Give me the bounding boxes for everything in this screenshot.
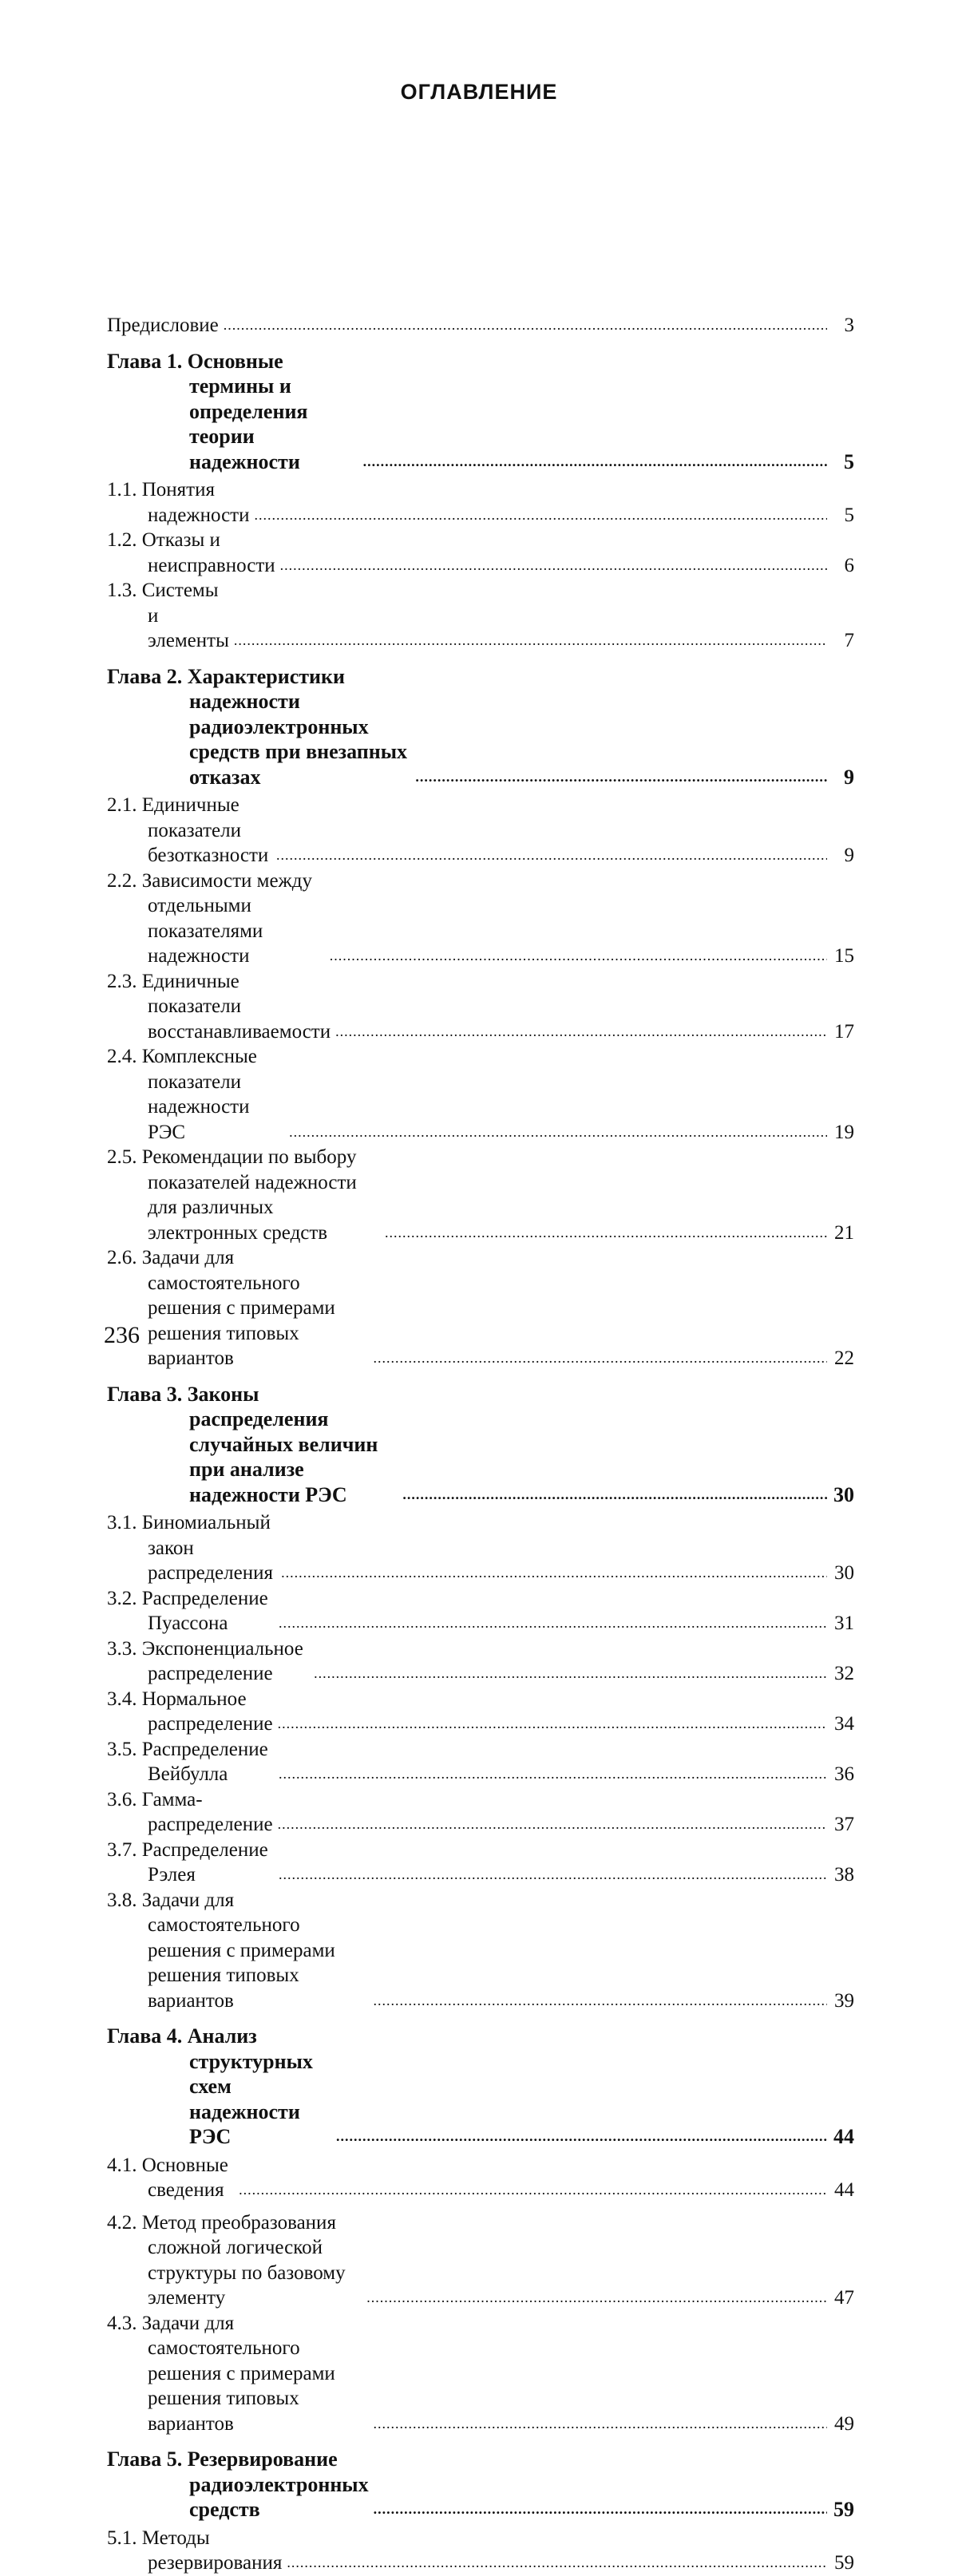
toc-entry-title: Глава 1. Основные термины и определения теории надежности [107, 349, 308, 473]
toc-entry-title: 3.5. Распределение Вейбулла [107, 1738, 268, 1785]
toc-entry-page: 3 [844, 315, 854, 336]
toc-entry-page: 38 [834, 1864, 854, 1886]
toc-entry-page: 30 [833, 1482, 854, 1506]
toc-entry-page: 9 [844, 765, 854, 789]
toc-chapter-entry[interactable] [107, 349, 854, 475]
toc-entry-title: 2.1. Единичные показатели безотказности [107, 794, 269, 866]
toc-dot-leader [385, 1221, 827, 1246]
toc-entry-title: 3.2. Распределение Пуассона [107, 1587, 268, 1634]
toc-entry-page: 39 [834, 1989, 854, 2012]
toc-entry-page: 49 [834, 2412, 854, 2435]
toc-section-entry[interactable] [107, 2210, 854, 2311]
toc-entry-page: 32 [834, 1663, 854, 1684]
toc-entry-title: 1.2. Отказы и неисправности [107, 529, 275, 576]
toc-entry-title: 3.8. Задачи для самостоятельного решения с примерами решения типовых вариантов [107, 1889, 335, 2012]
toc-entry-title: 4.2. Метод преобразования сложной логической структуры по базовому элементу [107, 2211, 346, 2309]
toc-entry-title: Глава 5. Резервирование радиоэлектронных средств [107, 2447, 369, 2521]
toc-dot-leader [279, 1862, 827, 1888]
toc-dot-leader [279, 1611, 827, 1636]
toc-entry-page: 59 [833, 2498, 854, 2521]
toc-section-entry[interactable] [107, 869, 854, 969]
toc-chapter-entry[interactable] [107, 2024, 854, 2150]
toc-dot-leader [239, 2178, 827, 2203]
toc-dot-leader [289, 1120, 827, 1146]
toc-dot-leader [336, 2124, 827, 2150]
toc-entry-title: 3.3. Экспоненциальное распределение [107, 1637, 303, 1684]
toc-dot-leader [234, 628, 827, 654]
toc-entry-page: 30 [834, 1562, 854, 1584]
toc-entry-page: 44 [834, 2179, 854, 2201]
toc-section-entry[interactable] [107, 969, 854, 1045]
toc-dot-leader [374, 2412, 828, 2437]
toc-dot-leader [374, 2497, 827, 2523]
toc-dot-leader [366, 2285, 827, 2311]
toc-section-entry[interactable] [107, 2311, 854, 2437]
toc-section-entry[interactable] [107, 313, 854, 338]
toc-entry-page: 19 [834, 1121, 854, 1143]
page-number: 236 [104, 1322, 140, 1348]
toc-section-entry[interactable] [107, 2153, 854, 2203]
toc-section-entry[interactable] [107, 1510, 854, 1586]
toc-entry-page: 21 [834, 1221, 854, 1244]
toc-entry-title: 2.2. Зависимости между отдельными показателями надежности [107, 869, 313, 967]
toc-dot-leader [374, 1988, 828, 2014]
toc-entry-page: 15 [834, 945, 854, 967]
toc-entry-page: 44 [833, 2125, 854, 2148]
toc-chapter-entry[interactable] [107, 664, 854, 790]
toc-entry-page: 34 [834, 1713, 854, 1735]
toc-section-entry[interactable] [107, 1888, 854, 2014]
toc-dot-leader [330, 944, 827, 969]
toc-entry-title: 2.6. Задачи для самостоятельного решения с примерами решения типовых вариантов [107, 1247, 335, 1369]
toc-dot-leader [402, 1482, 827, 1508]
toc-entry-title: 4.1. Основные сведения [107, 2154, 228, 2201]
toc-entry-title: Глава 3. Законы распределения случайных величин при анализе надежности РЭС [107, 1382, 378, 1506]
toc-dot-leader [335, 1019, 827, 1045]
toc-entry-title: Предисловие [107, 315, 219, 336]
table-of-contents [107, 313, 854, 2576]
toc-entry-title: 2.4. Комплексные показатели надежности РЭС [107, 1046, 257, 1143]
toc-entry-page: 36 [834, 1763, 854, 1785]
toc-entry-page: 59 [834, 2552, 854, 2574]
toc-dot-leader [224, 313, 827, 338]
toc-dot-leader [314, 1661, 827, 1687]
toc-section-entry[interactable] [107, 1586, 854, 1636]
toc-entry-title: 3.1. Биномиальный закон распределения [107, 1512, 273, 1584]
toc-entry-page: 17 [834, 1020, 854, 1043]
toc-dot-leader [278, 1711, 827, 1737]
toc-section-entry[interactable] [107, 1636, 854, 1687]
toc-dot-leader [254, 503, 827, 528]
toc-entry-title: 5.1. Методы резервирования [107, 2527, 283, 2574]
toc-dot-leader [279, 1762, 827, 1787]
toc-entry-title: 3.7. Распределение Рэлея [107, 1838, 268, 1886]
toc-dot-leader [276, 843, 827, 869]
toc-entry-title: 3.6. Гамма-распределение [107, 1788, 273, 1835]
toc-entry-page: 31 [834, 1612, 854, 1634]
toc-entry-title: Глава 2. Характеристики надежности радиоэлектронных средств при внезапных отказах [107, 664, 408, 789]
toc-entry-page: 5 [844, 449, 854, 473]
toc-entry-page: 7 [844, 630, 854, 651]
toc-section-entry[interactable] [107, 1737, 854, 1787]
toc-section-entry[interactable] [107, 793, 854, 869]
toc-section-entry[interactable] [107, 1787, 854, 1838]
toc-dot-leader [287, 2550, 827, 2576]
toc-section-entry[interactable] [107, 1687, 854, 1737]
toc-dot-leader [415, 765, 827, 790]
toc-entry-title: 1.3. Системы и элементы [107, 580, 229, 651]
toc-section-entry[interactable] [107, 528, 854, 578]
toc-section-entry[interactable] [107, 2526, 854, 2576]
toc-dot-leader [374, 1346, 828, 1371]
toc-dot-leader [280, 553, 827, 579]
toc-entry-title: 4.3. Задачи для самостоятельного решения с примерами решения типовых вариантов [107, 2312, 335, 2435]
toc-entry-title: 2.5. Рекомендации по выбору показателей надежности для различных электронных средств [107, 1146, 357, 1244]
toc-section-entry[interactable] [107, 1838, 854, 1888]
toc-entry-page: 37 [834, 1814, 854, 1835]
toc-dot-leader [363, 449, 827, 475]
toc-entry-page: 9 [844, 845, 854, 866]
toc-section-entry[interactable] [107, 1145, 854, 1245]
toc-heading: ОГЛАВЛЕНИЕ [400, 80, 558, 104]
toc-entry-title: 1.1. Понятия надежности [107, 479, 250, 526]
toc-entry-title: 2.3. Единичные показатели восстанавливаемости [107, 970, 331, 1043]
toc-entry-page: 47 [834, 2287, 854, 2309]
toc-entry-page: 6 [844, 554, 854, 576]
toc-entry-page: 22 [834, 1347, 854, 1369]
toc-dot-leader [281, 1561, 827, 1586]
toc-chapter-entry[interactable] [107, 1382, 854, 1508]
toc-section-entry[interactable] [107, 578, 854, 654]
toc-dot-leader [278, 1812, 827, 1838]
toc-entry-page: 5 [844, 504, 854, 526]
toc-chapter-entry[interactable] [107, 2447, 854, 2523]
toc-section-entry[interactable] [107, 1044, 854, 1145]
toc-entry-title: Глава 4. Анализ структурных схем надежности РЭС [107, 2024, 313, 2148]
toc-section-entry[interactable] [107, 477, 854, 528]
toc-section-entry[interactable] [107, 1245, 854, 1371]
toc-entry-title: 3.4. Нормальное распределение [107, 1688, 273, 1735]
